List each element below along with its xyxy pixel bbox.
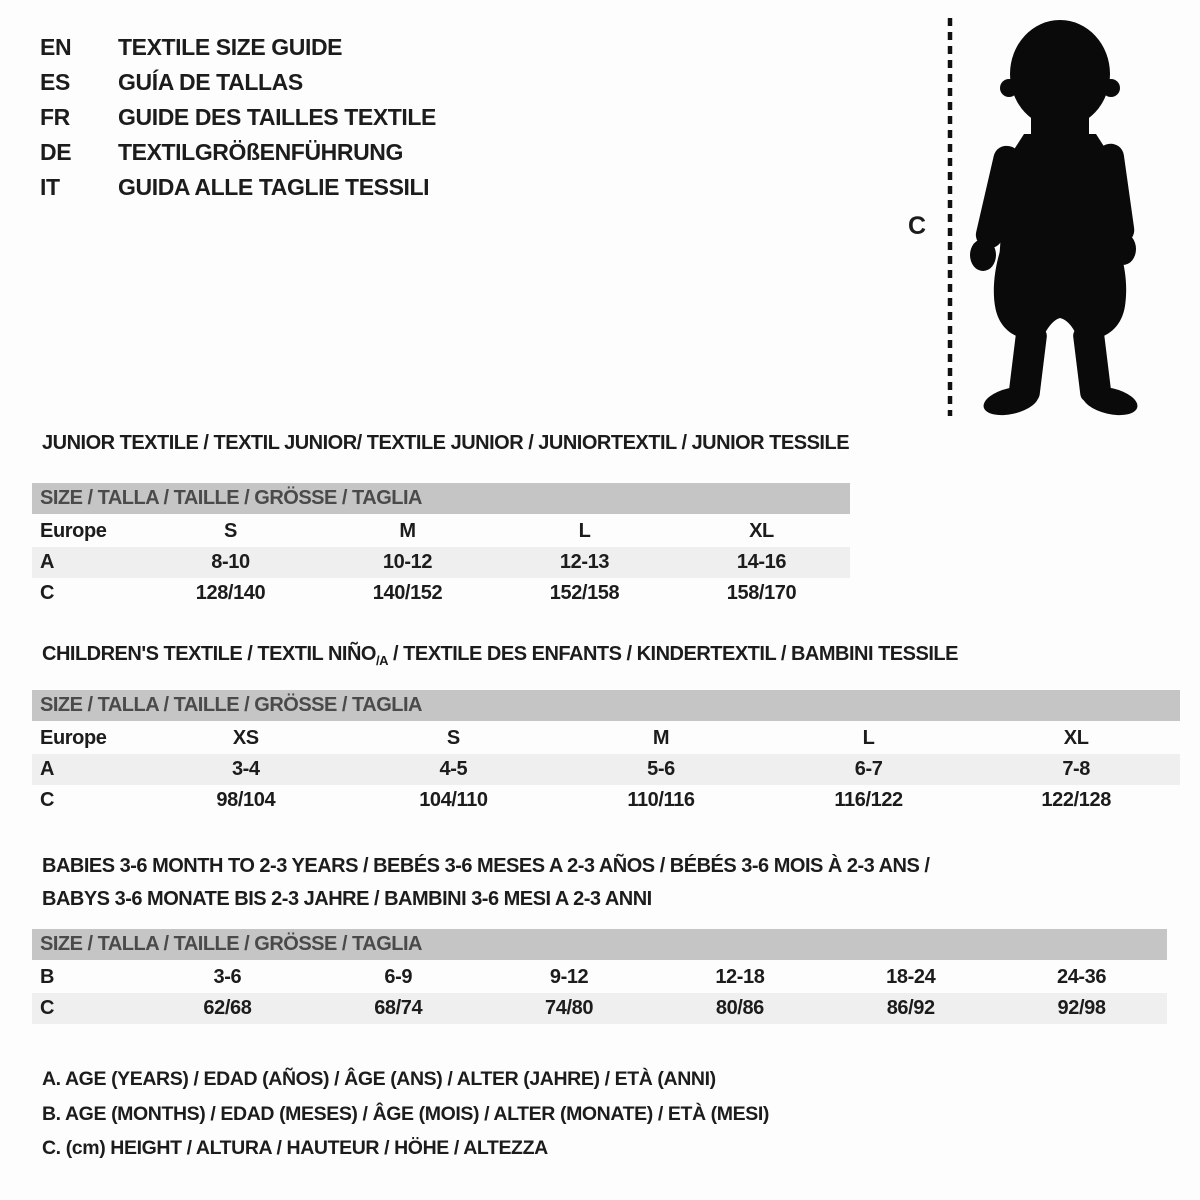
months-cell: 9-12: [549, 966, 589, 988]
guide-title-it: GUIDA ALLE TAGLIE TESSILI: [118, 174, 430, 200]
toddler-figure: [898, 10, 1170, 420]
months-cell: 18-24: [886, 966, 936, 988]
guide-title-es: GUÍA DE TALLAS: [118, 69, 303, 95]
language-row-en: [40, 30, 436, 65]
language-code: DE: [40, 139, 72, 165]
babies-size-table: [32, 929, 1167, 1024]
size-table-header: SIZE / TALLA / TAILLE / GRÖSSE / TAGLIA: [32, 929, 1167, 960]
table-row-height: [32, 785, 1180, 816]
size-cell: S: [224, 520, 237, 542]
guide-title-fr: GUIDE DES TAILLES TEXTILE: [118, 104, 436, 130]
size-cell: M: [399, 520, 416, 542]
size-cell: XS: [232, 727, 259, 749]
height-cell: 80/86: [715, 997, 764, 1019]
size-table-header: SIZE / TALLA / TAILLE / GRÖSSE / TAGLIA: [32, 690, 1180, 721]
table-row-months: [32, 962, 1167, 993]
months-cell: 6-9: [384, 966, 413, 988]
table-row-height: [32, 993, 1167, 1024]
size-table-header: SIZE / TALLA / TAILLE / GRÖSSE / TAGLIA: [32, 483, 850, 514]
age-cell: 10-12: [382, 551, 433, 573]
guide-title-de: TEXTILGRÖßENFÜHRUNG: [118, 139, 403, 165]
language-row-es: [40, 65, 436, 100]
height-cell: 152/158: [549, 582, 620, 604]
table-row-age: [32, 547, 850, 578]
language-code: ES: [40, 69, 70, 95]
height-cell: 116/122: [834, 789, 903, 811]
height-cell: 158/170: [726, 582, 797, 604]
language-row-fr: [40, 100, 436, 135]
row-label: C: [40, 997, 55, 1019]
height-cell: 104/110: [419, 789, 488, 811]
height-cell: 140/152: [372, 582, 443, 604]
legend: [42, 1062, 769, 1166]
junior-size-table: [32, 483, 850, 609]
row-label: A: [40, 551, 55, 573]
row-label: C: [40, 789, 55, 811]
row-label: C: [40, 582, 55, 604]
language-row-de: [40, 135, 436, 170]
language-row-it: [40, 170, 436, 205]
height-cell: 68/74: [374, 997, 423, 1019]
babies-title-line1: BABIES 3-6 MONTH TO 2-3 YEARS / BEBÉS 3-6 MESES A 2-3 AÑOS / BÉBÉS 3-6 MOIS À 2-3 ANS /: [42, 855, 930, 877]
language-code: FR: [40, 104, 70, 130]
age-cell: 14-16: [736, 551, 787, 573]
toddler-silhouette-svg: [898, 10, 1170, 420]
toddler-silhouette: [970, 20, 1140, 420]
babies-section-title: [42, 850, 929, 916]
months-cell: 12-18: [715, 966, 765, 988]
size-cell: XL: [749, 520, 774, 542]
table-row-age: [32, 754, 1180, 785]
age-cell: 3-4: [231, 758, 260, 780]
height-cell: 122/128: [1041, 789, 1111, 811]
language-code: IT: [40, 174, 60, 200]
age-cell: 6-7: [854, 758, 883, 780]
size-cell: XL: [1063, 727, 1089, 749]
height-cell: 128/140: [195, 582, 266, 604]
table-row-europe: [32, 723, 1180, 754]
children-section-title: [42, 643, 958, 668]
children-title-suffix: / TEXTILE DES ENFANTS / KINDERTEXTIL / BAMBINI TESSILE: [387, 643, 958, 665]
height-cell: 110/116: [627, 789, 695, 811]
language-header: [40, 30, 436, 205]
children-title-prefix: CHILDREN'S TEXTILE / TEXTIL NIÑO: [42, 643, 376, 665]
age-cell: 8-10: [211, 551, 250, 573]
language-code: EN: [40, 34, 72, 60]
guide-title-en: TEXTILE SIZE GUIDE: [118, 34, 343, 60]
size-cell: L: [862, 727, 875, 749]
size-cell: L: [578, 520, 591, 542]
babies-title-line2: BABYS 3-6 MONATE BIS 2-3 JAHRE / BAMBINI 3-6 MESI A 2-3 ANNI: [42, 888, 652, 910]
children-size-table: [32, 690, 1180, 816]
age-cell: 4-5: [439, 758, 468, 780]
table-row-height: [32, 578, 850, 609]
height-cell: 98/104: [216, 789, 276, 811]
size-cell: M: [652, 727, 670, 749]
table-row-europe: [32, 516, 850, 547]
age-cell: 7-8: [1062, 758, 1091, 780]
months-cell: 24-36: [1056, 966, 1107, 988]
height-label-c: C: [908, 212, 927, 240]
row-label: Europe: [40, 727, 107, 749]
age-cell: 5-6: [647, 758, 675, 780]
junior-section-title: JUNIOR TEXTILE / TEXTIL JUNIOR/ TEXTILE JUNIOR / JUNIORTEXTIL / JUNIOR TESSILE: [42, 432, 850, 454]
height-cell: 92/98: [1057, 997, 1106, 1019]
age-cell: 12-13: [559, 551, 610, 573]
legend-line-c: C. (cm) HEIGHT / ALTURA / HAUTEUR / HÖHE / ALTEZZA: [42, 1137, 548, 1159]
row-label: B: [40, 966, 55, 988]
height-cell: 62/68: [203, 997, 252, 1019]
row-label: A: [40, 758, 55, 780]
legend-line-a: A. AGE (YEARS) / EDAD (AÑOS) / ÂGE (ANS) / ALTER (JAHRE) / ETÀ (ANNI): [42, 1068, 716, 1090]
legend-line-b: B. AGE (MONTHS) / EDAD (MESES) / ÂGE (MOIS) / ALTER (MONATE) / ETÀ (MESI): [42, 1102, 769, 1125]
size-cell: S: [446, 727, 460, 749]
row-label: Europe: [40, 520, 107, 542]
months-cell: 3-6: [213, 966, 242, 988]
height-cell: 86/92: [886, 997, 935, 1019]
children-title-sub: /A: [375, 653, 388, 668]
height-cell: 74/80: [545, 997, 594, 1019]
